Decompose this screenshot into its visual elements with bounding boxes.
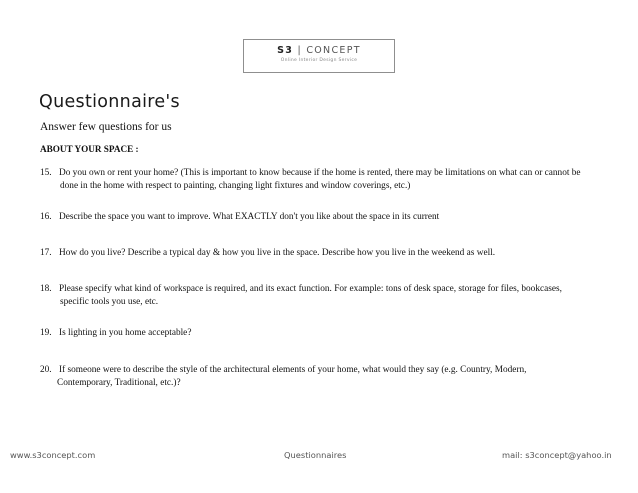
logo-name: CONCEPT — [306, 45, 361, 56]
question-number: 16. — [40, 212, 52, 222]
page-subtitle: Answer few questions for us — [40, 121, 172, 133]
question-text: If someone were to describe the style of the architectural elements of your home, what would they say (e.g. Country, Modern, — [59, 365, 527, 375]
question-number: 18. — [40, 284, 52, 294]
question-20 — [40, 364, 620, 390]
question-18 — [40, 283, 620, 309]
question-text: Please specify what kind of workspace is required, and its exact function. For example: tons of desk space, storage for files, bookcases, — [59, 284, 562, 294]
question-number: 17. — [40, 248, 52, 258]
question-text: Do you own or rent your home? (This is important to know because if the home is rented, there may be limitations on what can or cannot be — [59, 168, 581, 178]
question-19 — [40, 327, 620, 340]
question-text: Describe the space you want to improve. What EXACTLY don't you like about the space in its current — [59, 212, 440, 222]
footer-email: mail: s3concept@yahoo.in — [502, 450, 612, 460]
footer-website: www.s3concept.com — [10, 450, 96, 460]
logo-tagline: Online Interior Design Service — [280, 58, 358, 63]
question-17 — [40, 247, 620, 260]
section-heading: ABOUT YOUR SPACE : — [40, 144, 139, 154]
logo-brand: S3 — [277, 45, 294, 56]
page-title: Questionnaire's — [39, 92, 180, 112]
logo-separator: | — [293, 45, 307, 56]
footer-title: Questionnaires — [284, 450, 347, 460]
logo — [243, 39, 395, 73]
question-text-continued: specific tools you use, etc. — [60, 297, 159, 307]
question-16 — [40, 211, 620, 224]
question-text-continued: done in the home with respect to painting, changing light fixtures and window coverings, etc.) — [60, 181, 411, 191]
question-number: 15. — [40, 168, 52, 178]
question-number: 19. — [40, 328, 52, 338]
question-text-continued: Contemporary, Traditional, etc.)? — [57, 378, 181, 388]
question-text: Is lighting in you home acceptable? — [59, 328, 192, 338]
question-number: 20. — [40, 365, 52, 375]
logo-wordmark — [244, 45, 394, 57]
question-text: How do you live? Describe a typical day & how you live in the space. Describe how you live in the weekend as well. — [59, 248, 496, 258]
question-15 — [40, 167, 620, 193]
